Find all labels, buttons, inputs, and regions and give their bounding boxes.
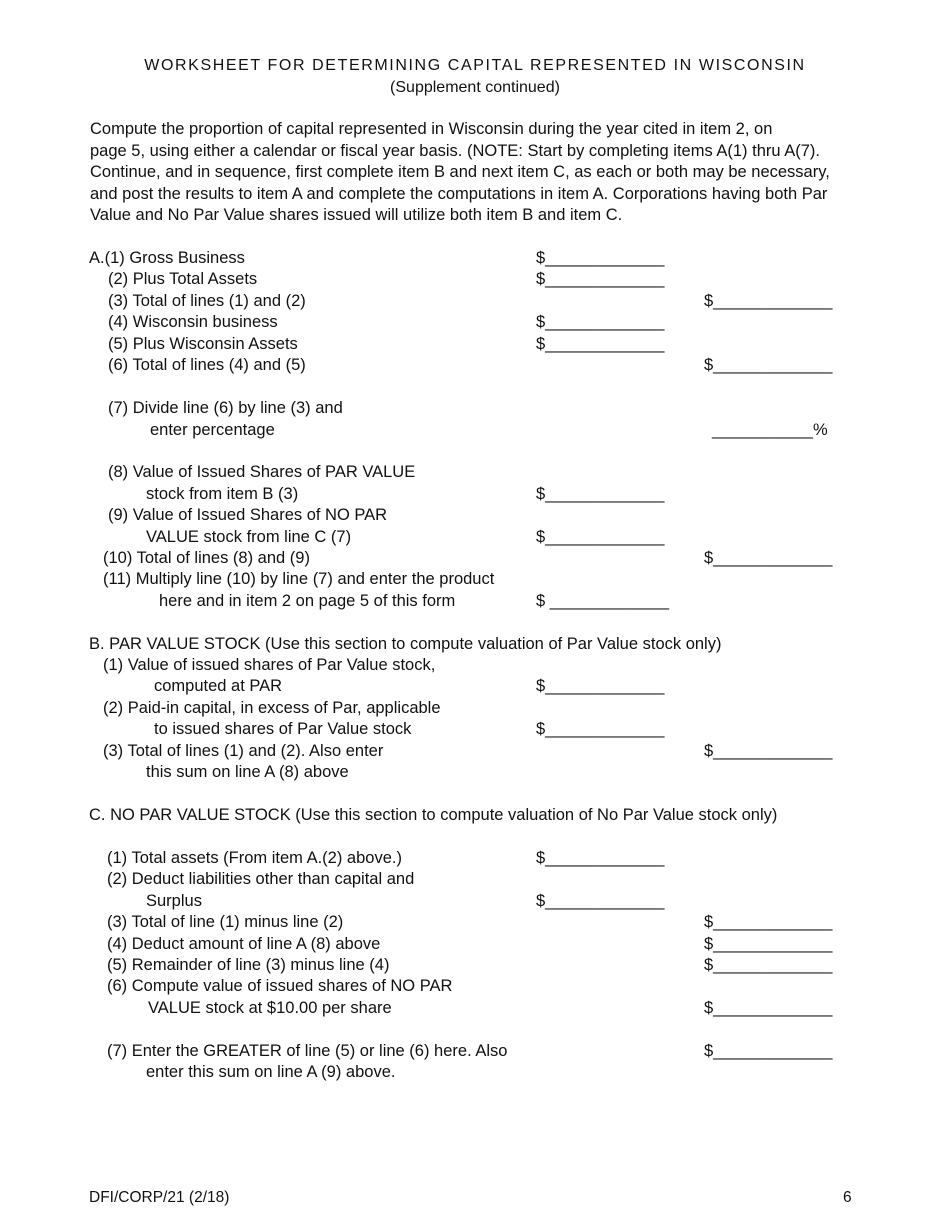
a8-label: (8) Value of Issued Shares of PAR VALUE (108, 463, 416, 481)
section-b-heading: B. PAR VALUE STOCK (Use this section to compute valuation of Par Value stock only) (89, 635, 722, 653)
b1-amount-field[interactable]: $_____________ (536, 677, 665, 695)
c1-label: (1) Total assets (From item A.(2) above.) (107, 849, 402, 867)
intro-line: Continue, and in sequence, first complete item B and next item C, as each or both may be necessary, (90, 163, 830, 181)
b2-label-cont: to issued shares of Par Value stock (154, 720, 412, 738)
a1-amount-field[interactable]: $_____________ (536, 249, 665, 267)
a5-label: (5) Plus Wisconsin Assets (108, 335, 298, 353)
page-number: 6 (843, 1189, 852, 1206)
a1-label: A.(1) Gross Business (89, 249, 245, 267)
b3-label-cont: this sum on line A (8) above (146, 763, 349, 781)
a4-label: (4) Wisconsin business (108, 313, 278, 331)
a9-amount-field[interactable]: $_____________ (536, 528, 665, 546)
a4-amount-field[interactable]: $_____________ (536, 313, 665, 331)
a7-percent-field[interactable]: ___________% (712, 421, 828, 439)
b1-label-cont: computed at PAR (154, 677, 283, 695)
section-c-heading: C. NO PAR VALUE STOCK (Use this section to compute valuation of No Par Value stock only) (89, 806, 778, 824)
a11-label: (11) Multiply line (10) by line (7) and enter the product (103, 570, 495, 588)
a8-amount-field[interactable]: $_____________ (536, 485, 665, 503)
intro-line: Value and No Par Value shares issued will utilize both item B and item C. (90, 206, 623, 224)
a9-label-cont: VALUE stock from line C (7) (146, 528, 352, 546)
a6-total-field[interactable]: $_____________ (704, 356, 833, 374)
c7-label-cont: enter this sum on line A (9) above. (146, 1063, 396, 1081)
c6-total-field[interactable]: $_____________ (704, 999, 833, 1017)
a10-total-field[interactable]: $_____________ (704, 549, 833, 567)
c6-label: (6) Compute value of issued shares of NO PAR (107, 977, 453, 995)
form-id: DFI/CORP/21 (2/18) (89, 1189, 230, 1206)
a2-amount-field[interactable]: $_____________ (536, 270, 665, 288)
a2-label: (2) Plus Total Assets (108, 270, 258, 288)
a11-label-cont: here and in item 2 on page 5 of this form (159, 592, 456, 610)
a10-label: (10) Total of lines (8) and (9) (103, 549, 310, 567)
b2-amount-field[interactable]: $_____________ (536, 720, 665, 738)
c3-label: (3) Total of line (1) minus line (2) (107, 913, 344, 931)
c7-total-field[interactable]: $_____________ (704, 1042, 833, 1060)
a7-label-cont: enter percentage (150, 421, 275, 439)
c2-label: (2) Deduct liabilities other than capital and (107, 870, 415, 888)
c4-label: (4) Deduct amount of line A (8) above (107, 935, 381, 953)
c5-total-field[interactable]: $_____________ (704, 956, 833, 974)
c1-amount-field[interactable]: $_____________ (536, 849, 665, 867)
intro-line: page 5, using either a calendar or fiscal year basis. (NOTE: Start by completing items A(1) thru A(7). (90, 141, 820, 160)
c5-label: (5) Remainder of line (3) minus line (4) (107, 956, 390, 974)
c4-total-field[interactable]: $_____________ (704, 935, 833, 953)
b1-label: (1) Value of issued shares of Par Value stock, (103, 656, 436, 674)
a5-amount-field[interactable]: $_____________ (536, 335, 665, 353)
c6-label-cont: VALUE stock at $10.00 per share (148, 999, 392, 1017)
intro-line: Compute the proportion of capital represented in Wisconsin during the year cited in item 2, on (90, 120, 773, 138)
c7-label: (7) Enter the GREATER of line (5) or line (6) here. Also (107, 1042, 508, 1060)
c2-label-cont: Surplus (146, 892, 202, 910)
b2-label: (2) Paid-in capital, in excess of Par, applicable (103, 699, 441, 717)
a11-amount-field[interactable]: $ _____________ (536, 592, 670, 610)
c2-amount-field[interactable]: $_____________ (536, 892, 665, 910)
a6-label: (6) Total of lines (4) and (5) (108, 356, 306, 374)
page-title: WORKSHEET FOR DETERMINING CAPITAL REPRESENTED IN WISCONSIN (144, 57, 806, 74)
a7-label: (7) Divide line (6) by line (3) and (108, 399, 343, 417)
page-subtitle: (Supplement continued) (390, 79, 560, 96)
a8-label-cont: stock from item B (3) (146, 485, 299, 503)
b3-label: (3) Total of lines (1) and (2). Also enter (103, 742, 384, 760)
intro-line: and post the results to item A and complete the computations in item A. Corporations having both Par (90, 184, 828, 203)
intro-paragraph (90, 119, 865, 227)
a3-label: (3) Total of lines (1) and (2) (108, 292, 306, 310)
b3-total-field[interactable]: $_____________ (704, 742, 833, 760)
c3-total-field[interactable]: $_____________ (704, 913, 833, 931)
a9-label: (9) Value of Issued Shares of NO PAR (108, 506, 388, 524)
a3-total-field[interactable]: $_____________ (704, 292, 833, 310)
